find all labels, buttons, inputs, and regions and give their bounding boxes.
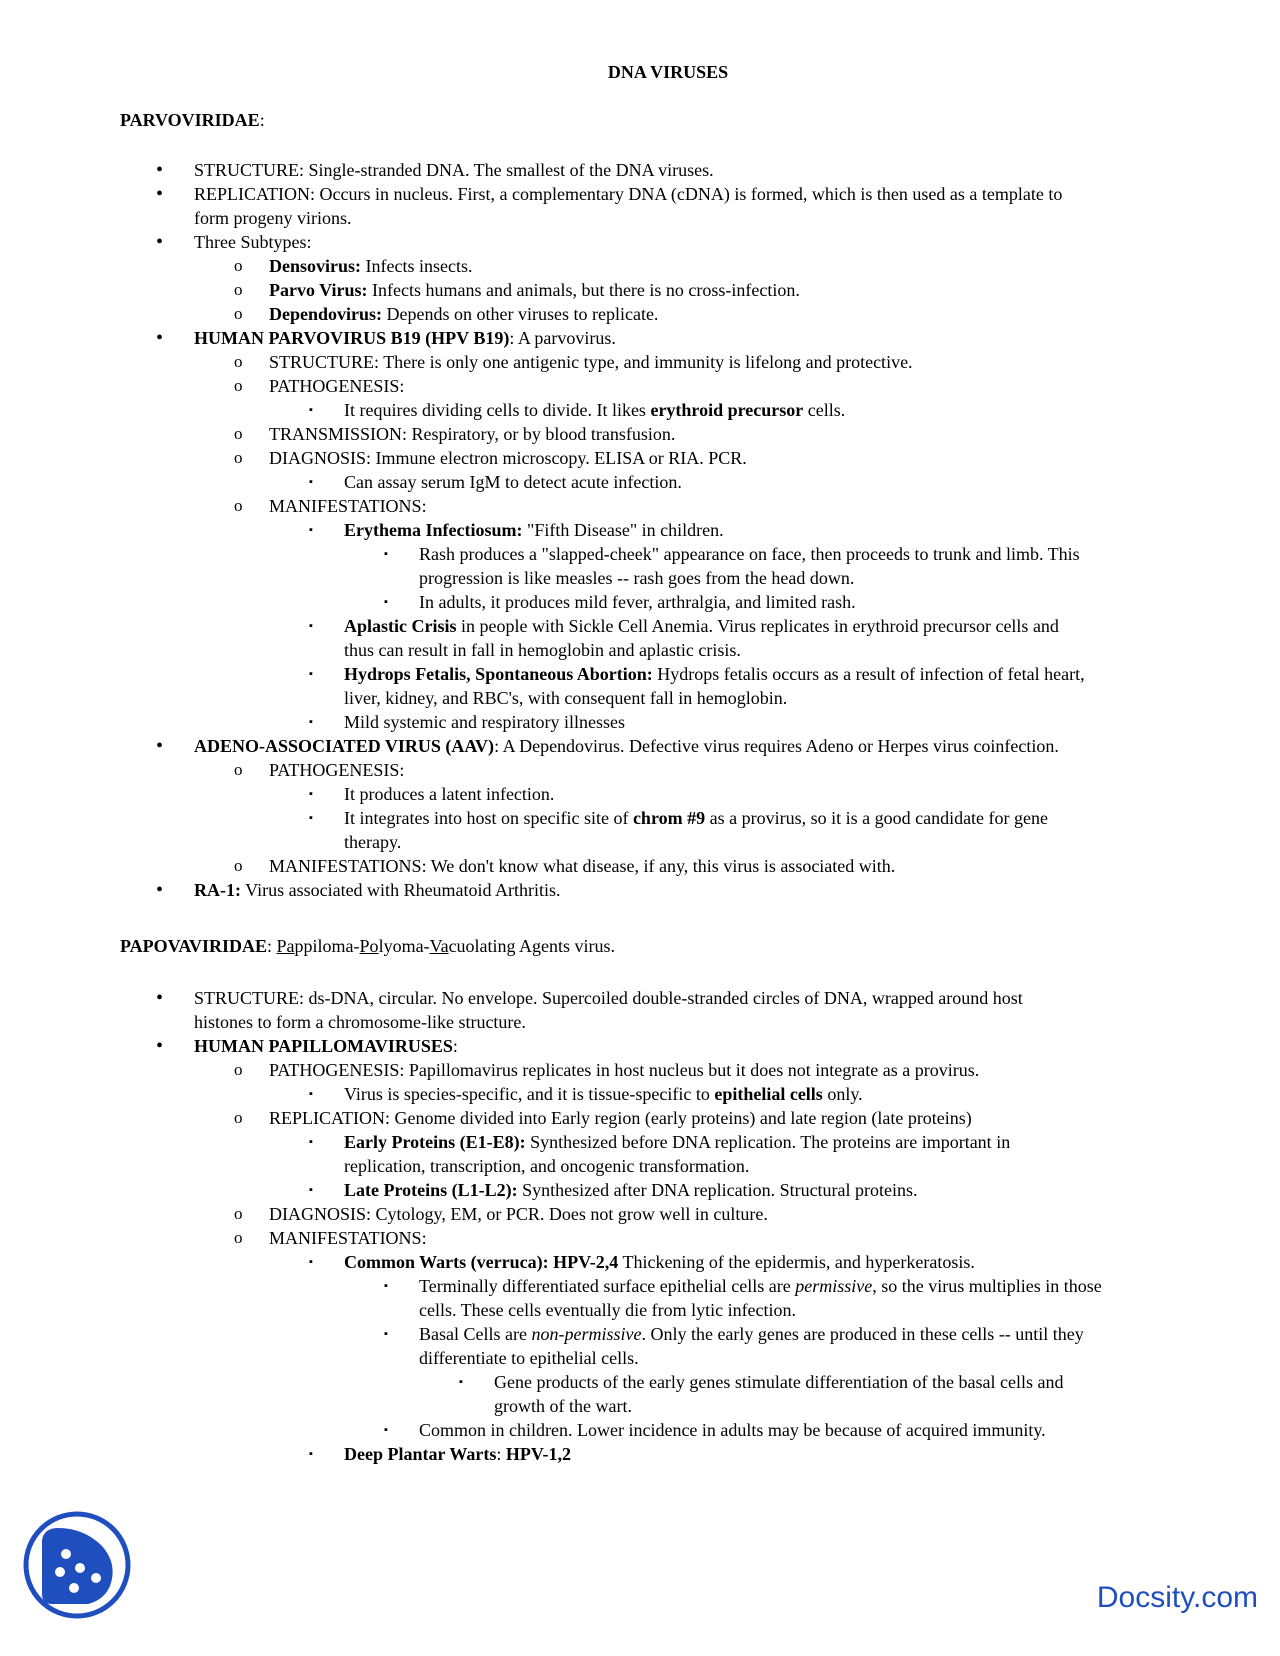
square-marker: ▪ (309, 1256, 313, 1268)
list-item: Mild systemic and respiratory illnesses (344, 712, 625, 732)
list-item: Aplastic Crisis in people with Sickle Cell Anemia. Virus replicates in erythroid precursor cells and (344, 616, 1059, 636)
list-item: Dependovirus: Depends on other viruses to replicate. (269, 304, 659, 324)
docsity-brand-link[interactable]: Docsity.com (1096, 1581, 1258, 1614)
list-item: Three Subtypes: (194, 232, 312, 252)
list-item: Deep Plantar Warts: HPV-1,2 (344, 1444, 571, 1464)
list-item: RA-1: Virus associated with Rheumatoid Arthritis. (194, 880, 561, 900)
list-item: Can assay serum IgM to detect acute infection. (344, 472, 682, 492)
square-marker: ▪ (459, 1376, 463, 1388)
list-item: REPLICATION: Genome divided into Early region (early proteins) and late region (late proteins) (269, 1108, 972, 1128)
circle-marker: o (234, 376, 243, 395)
bullet-marker: • (156, 159, 164, 181)
list-item: Common Warts (verruca): HPV-2,4 Thickening of the epidermis, and hyperkeratosis. (344, 1252, 975, 1272)
square-marker: ▪ (309, 668, 313, 680)
circle-marker: o (234, 280, 243, 299)
list-item: Terminally differentiated surface epithelial cells are permissive, so the virus multiplies in those (419, 1276, 1102, 1296)
list-item-continued: replication, transcription, and oncogenic transformation. (344, 1156, 750, 1176)
circle-marker: o (234, 256, 243, 275)
square-marker: ▪ (384, 1280, 388, 1292)
bullet-marker: • (156, 183, 164, 205)
section-heading-papovaviridae: PAPOVAVIRIDAE: Pappiloma-Polyoma-Vacuolating Agents virus. (120, 936, 616, 956)
list-item-continued: thus can result in fall in hemoglobin and aplastic crisis. (344, 640, 741, 660)
list-item: In adults, it produces mild fever, arthralgia, and limited rash. (419, 592, 856, 612)
bullet-marker: • (156, 231, 164, 253)
bullet-marker: • (156, 879, 164, 901)
square-marker: ▪ (309, 620, 313, 632)
section-heading-parvoviridae: PARVOVIRIDAE: (120, 110, 265, 130)
list-item: TRANSMISSION: Respiratory, or by blood transfusion. (269, 424, 676, 444)
list-item: ADENO-ASSOCIATED VIRUS (AAV): A Dependovirus. Defective virus requires Adeno or Herpes virus coinfection. (194, 736, 1059, 756)
circle-marker: o (234, 424, 243, 443)
list-item: Rash produces a "slapped-cheek" appearance on face, then proceeds to trunk and limb. This (419, 544, 1080, 564)
list-item: Erythema Infectiosum: "Fifth Disease" in children. (344, 520, 724, 540)
list-item: REPLICATION: Occurs in nucleus. First, a complementary DNA (cDNA) is formed, which is then used as a template to (194, 184, 1063, 204)
square-marker: ▪ (384, 596, 388, 608)
square-marker: ▪ (309, 476, 313, 488)
circle-marker: o (234, 1108, 243, 1127)
square-marker: ▪ (384, 548, 388, 560)
circle-marker: o (234, 1060, 243, 1079)
square-marker: ▪ (384, 1328, 388, 1340)
list-item: Gene products of the early genes stimulate differentiation of the basal cells and (494, 1372, 1064, 1392)
list-item: Hydrops Fetalis, Spontaneous Abortion: Hydrops fetalis occurs as a result of infection of fetal heart, (344, 664, 1085, 684)
list-item-continued: growth of the wart. (494, 1396, 632, 1416)
list-item-continued: form progeny virions. (194, 208, 352, 228)
bullet-marker: • (156, 987, 164, 1009)
list-item: PATHOGENESIS: Papillomavirus replicates in host nucleus but it does not integrate as a provirus. (269, 1060, 980, 1080)
list-item: STRUCTURE: There is only one antigenic type, and immunity is lifelong and protective. (269, 352, 913, 372)
docsity-logo-icon[interactable] (22, 1510, 132, 1620)
circle-marker: o (234, 304, 243, 323)
circle-marker: o (234, 856, 243, 875)
circle-marker: o (234, 1204, 243, 1223)
page-title: DNA VIRUSES (607, 62, 729, 82)
square-marker: ▪ (309, 524, 313, 536)
list-item: Densovirus: Infects insects. (269, 256, 473, 276)
list-item-continued: histones to form a chromosome-like structure. (194, 1012, 526, 1032)
list-item-continued: differentiate to epithelial cells. (419, 1348, 639, 1368)
bullet-marker: • (156, 735, 164, 757)
list-item: STRUCTURE: Single-stranded DNA. The smallest of the DNA viruses. (194, 160, 714, 180)
list-item: MANIFESTATIONS: We don't know what disease, if any, this virus is associated with. (269, 856, 896, 876)
list-item-continued: liver, kidney, and RBC's, with consequent fall in hemoglobin. (344, 688, 788, 708)
list-item: STRUCTURE: ds-DNA, circular. No envelope. Supercoiled double-stranded circles of DNA, wrapped around host (194, 988, 1023, 1008)
list-item: Parvo Virus: Infects humans and animals, but there is no cross-infection. (269, 280, 800, 300)
square-marker: ▪ (309, 1088, 313, 1100)
square-marker: ▪ (309, 1136, 313, 1148)
square-marker: ▪ (309, 1184, 313, 1196)
list-item: DIAGNOSIS: Cytology, EM, or PCR. Does not grow well in culture. (269, 1204, 768, 1224)
list-item: Early Proteins (E1-E8): Synthesized before DNA replication. The proteins are important in (344, 1132, 1011, 1152)
list-item: It requires dividing cells to divide. It likes erythroid precursor cells. (344, 400, 846, 420)
list-item: It produces a latent infection. (344, 784, 555, 804)
bullet-marker: • (156, 1035, 164, 1057)
list-item: Common in children. Lower incidence in adults may be because of acquired immunity. (419, 1420, 1046, 1440)
square-marker: ▪ (384, 1424, 388, 1436)
list-item: PATHOGENESIS: (269, 376, 405, 396)
list-item-continued: therapy. (344, 832, 402, 852)
list-item: It integrates into host on specific site of chrom #9 as a provirus, so it is a good candidate for gene (344, 808, 1049, 828)
list-item: Basal Cells are non-permissive. Only the early genes are produced in these cells -- until they (419, 1324, 1084, 1344)
bullet-marker: • (156, 327, 164, 349)
circle-marker: o (234, 760, 243, 779)
circle-marker: o (234, 496, 243, 515)
list-item: HUMAN PARVOVIRUS B19 (HPV B19): A parvovirus. (194, 328, 616, 348)
list-item: Late Proteins (L1-L2): Synthesized after DNA replication. Structural proteins. (344, 1180, 918, 1200)
list-item: MANIFESTATIONS: (269, 496, 427, 516)
list-item-continued: progression is like measles -- rash goes from the head down. (419, 568, 855, 588)
square-marker: ▪ (309, 1448, 313, 1460)
list-item: PATHOGENESIS: (269, 760, 405, 780)
list-item: DIAGNOSIS: Immune electron microscopy. ELISA or RIA. PCR. (269, 448, 747, 468)
list-item: MANIFESTATIONS: (269, 1228, 427, 1248)
circle-marker: o (234, 352, 243, 371)
circle-marker: o (234, 1228, 243, 1247)
square-marker: ▪ (309, 812, 313, 824)
square-marker: ▪ (309, 404, 313, 416)
list-item: HUMAN PAPILLOMAVIRUSES: (194, 1036, 458, 1056)
list-item: Virus is species-specific, and it is tissue-specific to epithelial cells only. (344, 1084, 863, 1104)
circle-marker: o (234, 448, 243, 467)
square-marker: ▪ (309, 716, 313, 728)
square-marker: ▪ (309, 788, 313, 800)
list-item-continued: cells. These cells eventually die from lytic infection. (419, 1300, 797, 1320)
